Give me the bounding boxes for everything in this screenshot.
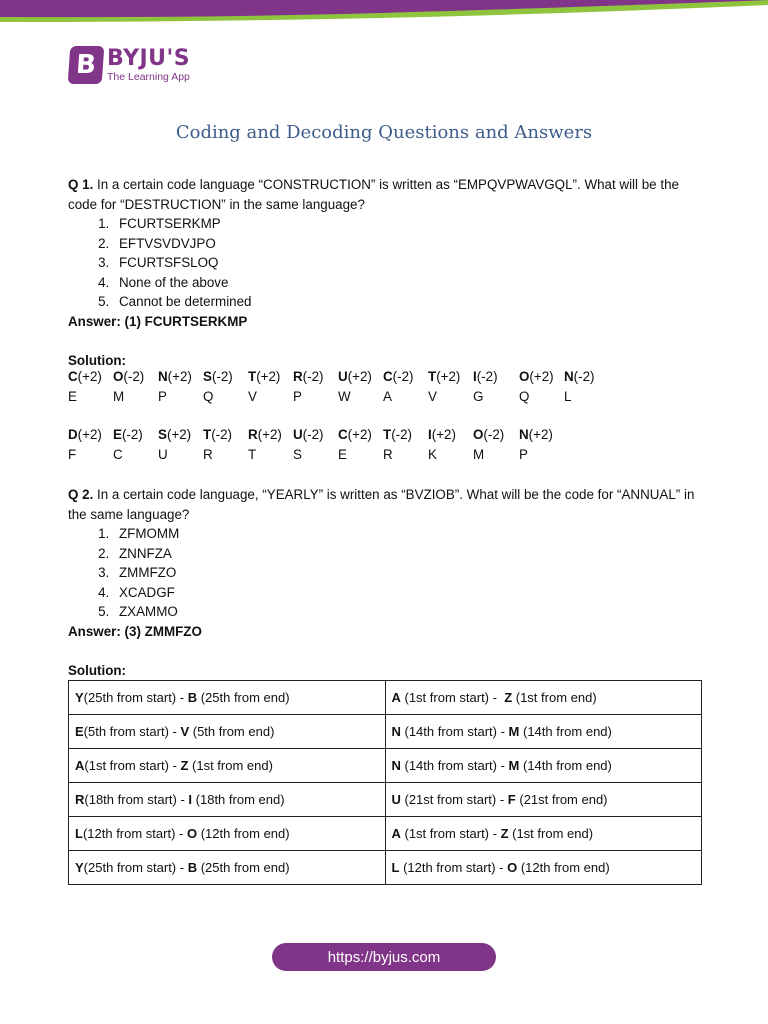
table-cell — [385, 749, 702, 783]
shift-value: (-2) — [123, 369, 145, 384]
top-decorative-band — [0, 0, 768, 22]
position-text: (5th from start) - — [83, 724, 181, 739]
shift-value: (+2) — [436, 369, 461, 384]
position-text: (12th from end) — [517, 860, 610, 875]
question-1-solution-label: Solution: — [68, 352, 127, 368]
position-text: (25th from start) - — [83, 860, 188, 875]
brand-logo[interactable] — [69, 46, 190, 84]
coded-letter: T — [248, 446, 257, 462]
letter: A — [75, 758, 85, 773]
source-letter: U — [293, 427, 303, 442]
table-cell — [69, 681, 386, 715]
coded-letter: G — [473, 388, 484, 404]
table-row — [69, 783, 702, 817]
option-item: 3. ZMMFZO — [113, 563, 708, 583]
letter: A — [391, 826, 401, 841]
shift-cell — [473, 369, 498, 384]
question-1-text — [68, 175, 708, 214]
question-1-options — [68, 214, 708, 312]
source-letter: S — [203, 369, 212, 384]
position-text: (14th from end) — [519, 758, 612, 773]
position-text: (25th from end) — [197, 690, 290, 705]
table-cell — [385, 715, 702, 749]
letter: Z — [504, 690, 513, 705]
shift-cell — [519, 369, 554, 384]
letter: B — [187, 860, 198, 875]
table-row — [69, 681, 702, 715]
position-text: (5th from end) — [189, 724, 275, 739]
letter: R — [75, 792, 85, 807]
shift-cell — [564, 369, 595, 384]
table-row — [69, 749, 702, 783]
table-cell — [385, 851, 702, 885]
shift-cell — [203, 369, 233, 384]
coded-letter: A — [383, 388, 392, 404]
shift-value: (+2) — [347, 427, 372, 442]
letter: U — [391, 792, 401, 807]
source-letter: R — [248, 427, 258, 442]
shift-value: (-2) — [391, 427, 413, 442]
shift-cell — [158, 369, 192, 384]
coded-letter: F — [68, 446, 77, 462]
solution-2-table — [68, 680, 702, 885]
shift-cell — [203, 427, 232, 442]
position-text: (18th from end) — [192, 792, 285, 807]
coded-letter: C — [113, 446, 123, 462]
option-item: 1. ZFMOMM — [113, 524, 708, 544]
option-item: 2. ZNNFZA — [113, 544, 708, 564]
shift-value: (-2) — [392, 369, 414, 384]
shift-value: (-2) — [483, 427, 505, 442]
letter: I — [188, 792, 193, 807]
question-2-answer: Answer: (3) ZMMFZO — [68, 623, 202, 639]
shift-value: (+2) — [77, 427, 102, 442]
shift-cell — [383, 369, 414, 384]
position-text: (21st from end) — [515, 792, 608, 807]
shift-cell — [293, 369, 324, 384]
question-2-solution-label: Solution: — [68, 662, 127, 678]
letter: N — [391, 724, 401, 739]
shift-value: (-2) — [121, 427, 143, 442]
coded-letter: P — [519, 446, 528, 462]
shift-value: (-2) — [302, 427, 324, 442]
footer-url[interactable]: https://byjus.com — [327, 948, 441, 966]
source-letter: T — [248, 369, 257, 384]
brand-name: BYJU'S — [107, 45, 191, 71]
question-1-body: In a certain code language “CONSTRUCTION” is written as “EMPQVPWAVGQL”. What will be the code for “DESTRUCTION” in the same language? — [68, 177, 679, 212]
letter: B — [187, 690, 198, 705]
position-text: (1st from end) — [512, 690, 597, 705]
shift-value: (-2) — [476, 369, 498, 384]
letter: A — [391, 690, 401, 705]
coded-letter: L — [564, 388, 572, 404]
page-title: Coding and Decoding Questions and Answers — [175, 122, 593, 143]
shift-value: (-2) — [211, 369, 233, 384]
option-item: 4. None of the above — [113, 273, 708, 293]
option-item: 3. FCURTSFSLOQ — [113, 253, 708, 273]
shift-value: (+2) — [256, 369, 281, 384]
coded-letter: V — [248, 388, 257, 404]
shift-cell — [158, 427, 191, 442]
source-letter: S — [158, 427, 167, 442]
source-letter: U — [338, 369, 348, 384]
source-letter: C — [383, 369, 393, 384]
table-cell — [69, 851, 386, 885]
coded-letter: R — [383, 446, 393, 462]
shift-cell — [113, 369, 144, 384]
brand-logo-mark: B — [68, 46, 105, 84]
shift-value: (+2) — [347, 369, 372, 384]
question-2 — [68, 485, 708, 680]
option-item: 2. EFTVSVDVJPO — [113, 234, 708, 254]
footer-url-button[interactable] — [272, 943, 496, 971]
coded-letter: V — [428, 388, 437, 404]
coded-letter: S — [293, 446, 302, 462]
shift-cell — [428, 427, 456, 442]
letter: L — [391, 860, 400, 875]
coded-letter: E — [68, 388, 77, 404]
table-cell — [69, 817, 386, 851]
table-cell — [69, 749, 386, 783]
position-text: (1st from end) — [188, 758, 273, 773]
source-letter: D — [68, 427, 78, 442]
option-item: 4. XCADGF — [113, 583, 708, 603]
position-text: (12th from start) - — [399, 860, 508, 875]
letter: Y — [75, 690, 84, 705]
shift-value: (+2) — [166, 427, 192, 442]
source-letter: T — [428, 369, 437, 384]
source-letter: O — [473, 427, 484, 442]
position-text: (12th from end) — [197, 826, 290, 841]
question-1-number: Q 1. — [68, 177, 94, 192]
position-text: (21st from start) - — [400, 792, 508, 807]
shift-cell — [248, 427, 282, 442]
shift-cell — [338, 427, 372, 442]
coded-letter: W — [338, 388, 351, 404]
letter: O — [186, 826, 198, 841]
coded-letter: P — [158, 388, 167, 404]
table-cell — [385, 817, 702, 851]
table-cell — [385, 783, 702, 817]
coded-letter: M — [113, 388, 125, 404]
coded-letter: P — [293, 388, 302, 404]
shift-value: (+2) — [528, 427, 553, 442]
table-cell — [385, 681, 702, 715]
shift-cell — [248, 369, 280, 384]
coded-letter: U — [158, 446, 168, 462]
letter: N — [391, 758, 401, 773]
position-text: (1st from start) - — [400, 690, 505, 705]
option-item: 5. Cannot be determined — [113, 292, 708, 312]
shift-value: (-2) — [302, 369, 324, 384]
shift-cell — [68, 427, 102, 442]
brand-tagline: The Learning App — [107, 70, 190, 83]
shift-value: (+2) — [529, 369, 554, 384]
table-cell — [69, 715, 386, 749]
source-letter: I — [473, 369, 477, 384]
letter: L — [75, 826, 83, 841]
shift-cell — [338, 369, 372, 384]
question-2-number: Q 2. — [68, 487, 94, 502]
position-text: (25th from start) - — [83, 690, 188, 705]
letter: F — [507, 792, 516, 807]
coded-letter: Q — [203, 388, 214, 404]
letter: E — [75, 724, 84, 739]
shift-value: (+2) — [431, 427, 456, 442]
position-text: (1st from end) — [508, 826, 594, 841]
option-item: 5. ZXAMMO — [113, 602, 708, 622]
source-letter: N — [519, 427, 529, 442]
table-row — [69, 851, 702, 885]
question-2-text — [68, 485, 708, 524]
source-letter: N — [564, 369, 574, 384]
shift-cell — [383, 427, 412, 442]
coded-letter: Q — [519, 388, 530, 404]
shift-cell — [473, 427, 504, 442]
position-text: (18th from start) - — [84, 792, 189, 807]
shift-cell — [519, 427, 553, 442]
table-row — [69, 817, 702, 851]
table-cell — [69, 783, 386, 817]
letter: Z — [500, 826, 509, 841]
coded-letter: R — [203, 446, 213, 462]
position-text: (14th from start) - — [400, 758, 509, 773]
letter: V — [180, 724, 190, 739]
letter: M — [508, 724, 520, 739]
letter: Y — [75, 860, 84, 875]
question-1 — [68, 175, 708, 370]
source-letter: O — [113, 369, 124, 384]
question-2-body: In a certain code language, “YEARLY” is written as “BVZIOB”. What will be the code for “ANNUAL” in the same language? — [68, 487, 695, 522]
source-letter: T — [383, 427, 392, 442]
source-letter: C — [338, 427, 348, 442]
question-1-answer: Answer: (1) FCURTSERKMP — [68, 313, 248, 329]
source-letter: C — [68, 369, 78, 384]
position-text: (1st from start) - — [84, 758, 181, 773]
option-item: 1. FCURTSERKMP — [113, 214, 708, 234]
coded-letter: E — [338, 446, 347, 462]
shift-value: (+2) — [167, 369, 192, 384]
source-letter: E — [113, 427, 122, 442]
position-text: (1st from start) - — [400, 826, 501, 841]
shift-value: (-2) — [573, 369, 595, 384]
shift-value: (+2) — [77, 369, 102, 384]
shift-cell — [113, 427, 143, 442]
position-text: (14th from end) — [519, 724, 612, 739]
letter: M — [508, 758, 520, 773]
letter: Z — [180, 758, 189, 773]
shift-cell — [428, 369, 460, 384]
source-letter: N — [158, 369, 168, 384]
source-letter: I — [428, 427, 432, 442]
shift-value: (-2) — [211, 427, 233, 442]
position-text: (14th from start) - — [400, 724, 509, 739]
position-text: (25th from end) — [197, 860, 290, 875]
shift-cell — [68, 369, 102, 384]
shift-value: (+2) — [257, 427, 282, 442]
table-row — [69, 715, 702, 749]
shift-cell — [293, 427, 324, 442]
question-2-options — [68, 524, 708, 622]
source-letter: T — [203, 427, 212, 442]
source-letter: R — [293, 369, 303, 384]
position-text: (12th from start) - — [82, 826, 187, 841]
source-letter: O — [519, 369, 530, 384]
letter: O — [507, 860, 518, 875]
coded-letter: M — [473, 446, 485, 462]
coded-letter: K — [428, 446, 437, 462]
